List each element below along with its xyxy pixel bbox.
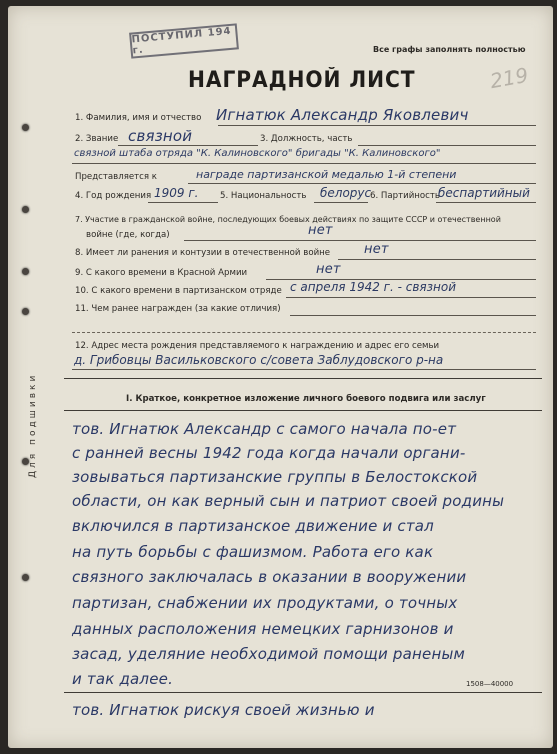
- underline: [118, 145, 258, 146]
- unit-value: связной штаба отряда "К. Калиновского" бригады "К. Калиновского": [74, 148, 441, 159]
- represented-label: Представляется к: [75, 172, 157, 182]
- narrative-line: данных расположения немецких гарнизонов и: [72, 620, 454, 638]
- nationality-label: 5. Национальность: [220, 191, 307, 201]
- field-9-label: 9. С какого времени в Красной Армии: [75, 268, 248, 278]
- underline: [314, 202, 368, 203]
- print-run: 1508—40000: [466, 680, 514, 688]
- narrative-line: включился в партизанское движение и стал: [72, 517, 434, 535]
- binder-hole: [22, 574, 29, 581]
- field-10-label: 10. С какого времени в партизанском отряде: [75, 286, 282, 296]
- field-7-value: нет: [308, 223, 333, 238]
- section-border-top: [64, 378, 542, 379]
- archive-number: 219: [488, 62, 530, 94]
- field-8-value: нет: [364, 242, 389, 257]
- binder-hole: [22, 206, 29, 213]
- binder-hole: [22, 268, 29, 275]
- field-1-label: 1. Фамилия, имя и отчество: [75, 113, 202, 123]
- field-11-label: 11. Чем ранее награжден (за какие отличия): [75, 304, 281, 314]
- binding-margin-label: Для подшивки: [28, 372, 38, 478]
- binder-hole: [22, 308, 29, 315]
- narrative-line: засад, уделяние необходимой помощи раненым: [72, 645, 466, 663]
- narrative-line: с ранней весны 1942 года когда начали органи-: [72, 444, 466, 462]
- document-title: НАГРАДНОЙ ЛИСТ: [188, 68, 416, 93]
- underline: [188, 183, 536, 184]
- underline: [290, 315, 536, 316]
- section-border-bottom: [64, 410, 542, 411]
- award-sheet: [8, 6, 553, 748]
- field-7-label-line1: 7. Участие в гражданской войне, последующих боевых действиях по защите СССР и отечественной: [75, 215, 501, 224]
- field-12-value: д. Грибовцы Васильковского с/совета Заблудовского р-на: [74, 353, 444, 367]
- underline: [286, 297, 536, 298]
- narrative-line: партизан, снабжении их продуктами, о точных: [72, 594, 458, 612]
- underline: [72, 369, 536, 370]
- represented-value: награде партизанской медалью 1-й степени: [196, 168, 457, 181]
- field-10-value: с апреля 1942 г. - связной: [290, 280, 457, 294]
- field-9-value: нет: [316, 262, 341, 277]
- field-7-label-line2: войне (где, когда): [86, 230, 170, 240]
- narrative-line: зовываться партизанские группы в Белостокской: [72, 468, 478, 486]
- underline: [218, 125, 536, 126]
- party-label: 6. Партийность: [370, 191, 440, 201]
- narrative-line: и так далее.: [72, 670, 174, 688]
- underline: [72, 163, 536, 164]
- section-border-end: [64, 692, 542, 693]
- field-12-label: 12. Адрес места рождения представляемого к награждению и адрес его семьи: [75, 341, 440, 351]
- party-value: беспартийный: [438, 186, 530, 200]
- field-4-value: 1909 г.: [154, 186, 199, 200]
- field-1-value: Игнатюк Александр Яковлевич: [216, 106, 469, 124]
- narrative-line: тов. Игнатюк Александр с самого начала по-ет: [72, 420, 457, 438]
- field-2-value: связной: [128, 127, 193, 145]
- fill-all-columns-note: Все графы заполнять полностью: [373, 45, 526, 54]
- field-2-label: 2. Звание: [75, 134, 119, 144]
- field-3-label: 3. Должность, часть: [260, 134, 353, 144]
- field-8-label: 8. Имеет ли ранения и контузии в отечественной войне: [75, 248, 331, 258]
- underline: [358, 145, 536, 146]
- received-stamp: ПОСТУПИЛ 194 г.: [129, 23, 239, 58]
- binder-hole: [22, 124, 29, 131]
- narrative-line: связного заключалась в оказании в вооружении: [72, 568, 467, 586]
- section-1-heading: I. Краткое, конкретное изложение личного боевого подвига или заслуг: [126, 394, 486, 404]
- nationality-value: белорус: [320, 186, 372, 200]
- underline: [148, 202, 218, 203]
- dashed-separator: [72, 332, 536, 333]
- underline: [184, 240, 536, 241]
- underline: [338, 259, 536, 260]
- narrative-line: на путь борьбы с фашизмом. Работа его как: [72, 543, 434, 561]
- underline: [436, 202, 536, 203]
- narrative-line: области, он как верный сын и патриот своей родины: [72, 492, 505, 510]
- narrative-line: тов. Игнатюк рискуя своей жизнью и: [72, 701, 375, 719]
- field-4-label: 4. Год рождения: [75, 191, 152, 201]
